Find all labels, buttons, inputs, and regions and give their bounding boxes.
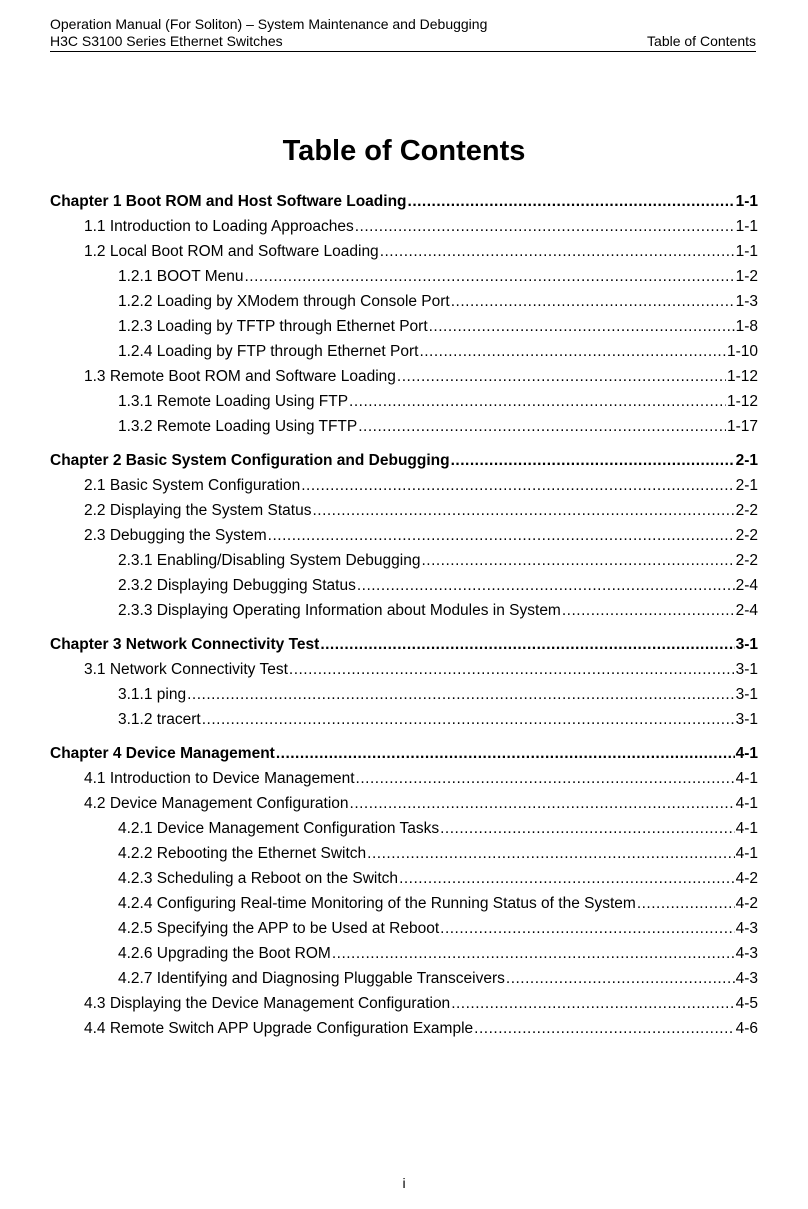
toc-entry-page: 1-17: [726, 418, 758, 435]
dot-leader: [451, 991, 734, 1016]
page-title: Table of Contents: [282, 135, 526, 168]
dot-leader: [440, 916, 734, 941]
toc-entry-label: 1.1 Introduction to Loading Approaches: [84, 218, 354, 235]
toc-entry-label: 1.2.1 BOOT Menu: [118, 268, 244, 285]
toc-entry-page: 3-1: [735, 636, 758, 653]
dot-leader: [202, 707, 735, 732]
toc-entry-page: 1-1: [735, 243, 758, 260]
toc-entry-label: 4.3 Displaying the Device Management Configuration: [84, 995, 451, 1012]
section-name: Table of Contents: [647, 33, 756, 49]
dot-leader: [637, 891, 735, 916]
toc-entry-page: 2-1: [735, 477, 758, 494]
dot-leader: [474, 1016, 734, 1041]
toc-chapter-entry[interactable]: [50, 741, 758, 766]
toc-entry-page: 1-1: [735, 218, 758, 235]
dot-leader: [397, 364, 726, 389]
toc-section-entry[interactable]: [50, 791, 758, 816]
toc-entry-label: 2.1 Basic System Configuration: [84, 477, 301, 494]
toc-subsection-entry[interactable]: [50, 598, 758, 623]
toc-entry-page: 2-2: [735, 552, 758, 569]
dot-leader: [357, 573, 735, 598]
chapter-block: [50, 632, 758, 732]
dot-leader: [419, 339, 726, 364]
dot-leader: [350, 791, 735, 816]
toc-entry-page: 4-2: [735, 895, 758, 912]
toc-entry-page: 1-1: [735, 193, 758, 210]
toc-entry-page: 4-6: [735, 1020, 758, 1037]
toc-subsection-entry[interactable]: [50, 573, 758, 598]
toc-section-entry[interactable]: [50, 1016, 758, 1041]
dot-leader: [355, 214, 735, 239]
toc-entry-page: 2-2: [735, 527, 758, 544]
dot-leader: [301, 473, 734, 498]
toc-entry-label: 1.3.2 Remote Loading Using TFTP: [118, 418, 358, 435]
toc-subsection-entry[interactable]: [50, 289, 758, 314]
toc-entry-label: 2.3.1 Enabling/Disabling System Debugging: [118, 552, 421, 569]
toc-entry-label: 4.2.2 Rebooting the Ethernet Switch: [118, 845, 367, 862]
dot-leader: [562, 598, 735, 623]
toc-subsection-entry[interactable]: [50, 548, 758, 573]
toc-subsection-entry[interactable]: [50, 816, 758, 841]
toc-section-entry[interactable]: [50, 523, 758, 548]
chapter-block: [50, 189, 758, 439]
toc-entry-label: 4.2.3 Scheduling a Reboot on the Switch: [118, 870, 399, 887]
manual-title: Operation Manual (For Soliton) – System Maintenance and Debugging: [50, 16, 488, 32]
toc-section-entry[interactable]: [50, 991, 758, 1016]
dot-leader: [451, 289, 735, 314]
dot-leader: [380, 239, 735, 264]
toc-chapter-entry[interactable]: [50, 448, 758, 473]
toc-entry-page: 1-12: [726, 368, 758, 385]
toc-entry-label: Chapter 4 Device Management: [50, 745, 275, 762]
toc-entry-label: 4.1 Introduction to Device Management: [84, 770, 355, 787]
toc-entry-page: 1-12: [726, 393, 758, 410]
toc-entry-page: 4-3: [735, 920, 758, 937]
toc-entry-page: 1-3: [735, 293, 758, 310]
toc-entry-page: 3-1: [735, 686, 758, 703]
toc-entry-label: 4.2 Device Management Configuration: [84, 795, 349, 812]
header-rule: [50, 51, 756, 52]
dot-leader: [187, 682, 735, 707]
toc-entry-label: 3.1 Network Connectivity Test: [84, 661, 288, 678]
dot-leader: [408, 189, 735, 214]
toc-entry-label: 1.3 Remote Boot ROM and Software Loading: [84, 368, 396, 385]
toc-entry-label: 2.2 Displaying the System Status: [84, 502, 312, 519]
toc-entry-page: 4-1: [735, 820, 758, 837]
dot-leader: [289, 657, 735, 682]
toc-chapter-entry[interactable]: [50, 189, 758, 214]
toc-entry-label: 1.2.4 Loading by FTP through Ethernet Port: [118, 343, 419, 360]
running-header: [50, 16, 756, 50]
dot-leader: [367, 841, 734, 866]
toc-subsection-entry[interactable]: [50, 891, 758, 916]
table-of-contents: [50, 189, 758, 1050]
chapter-block: [50, 448, 758, 623]
toc-subsection-entry[interactable]: [50, 682, 758, 707]
toc-entry-label: 4.4 Remote Switch APP Upgrade Configuration Example: [84, 1020, 474, 1037]
dot-leader: [349, 389, 726, 414]
dot-leader: [276, 741, 735, 766]
toc-entry-page: 4-1: [735, 770, 758, 787]
toc-entry-label: 4.2.4 Configuring Real-time Monitoring of the Running Status of the System: [118, 895, 636, 912]
toc-section-entry[interactable]: [50, 239, 758, 264]
toc-subsection-entry[interactable]: [50, 966, 758, 991]
toc-subsection-entry[interactable]: [50, 841, 758, 866]
toc-entry-label: 1.2 Local Boot ROM and Software Loading: [84, 243, 379, 260]
toc-subsection-entry[interactable]: [50, 314, 758, 339]
toc-subsection-entry[interactable]: [50, 707, 758, 732]
toc-subsection-entry[interactable]: [50, 339, 758, 364]
toc-section-entry[interactable]: [50, 214, 758, 239]
toc-entry-label: 1.2.2 Loading by XModem through Console Port: [118, 293, 450, 310]
dot-leader: [356, 766, 735, 791]
toc-entry-label: Chapter 1 Boot ROM and Host Software Loading: [50, 193, 407, 210]
dot-leader: [245, 264, 735, 289]
dot-leader: [312, 498, 734, 523]
toc-entry-label: 4.2.1 Device Management Configuration Tasks: [118, 820, 440, 837]
toc-entry-page: 4-2: [735, 870, 758, 887]
dot-leader: [358, 414, 726, 439]
dot-leader: [320, 632, 734, 657]
toc-entry-page: 4-3: [735, 945, 758, 962]
dot-leader: [268, 523, 735, 548]
toc-entry-page: 1-2: [735, 268, 758, 285]
toc-entry-label: Chapter 3 Network Connectivity Test: [50, 636, 320, 653]
toc-entry-page: 2-4: [735, 602, 758, 619]
dot-leader: [429, 314, 735, 339]
toc-entry-page: 3-1: [735, 661, 758, 678]
toc-entry-page: 2-1: [735, 452, 758, 469]
dot-leader: [399, 866, 735, 891]
toc-section-entry[interactable]: [50, 364, 758, 389]
toc-section-entry[interactable]: [50, 766, 758, 791]
toc-entry-page: 4-3: [735, 970, 758, 987]
toc-entry-label: Chapter 2 Basic System Configuration and Debugging: [50, 452, 450, 469]
toc-entry-page: 4-1: [735, 795, 758, 812]
toc-entry-page: 3-1: [735, 711, 758, 728]
product-name: H3C S3100 Series Ethernet Switches: [50, 33, 283, 49]
dot-leader: [506, 966, 735, 991]
toc-section-entry[interactable]: [50, 473, 758, 498]
toc-entry-label: 1.2.3 Loading by TFTP through Ethernet Port: [118, 318, 428, 335]
toc-subsection-entry[interactable]: [50, 866, 758, 891]
dot-leader: [332, 941, 735, 966]
toc-entry-page: 1-10: [726, 343, 758, 360]
toc-entry-label: 2.3.2 Displaying Debugging Status: [118, 577, 356, 594]
toc-subsection-entry[interactable]: [50, 414, 758, 439]
toc-subsection-entry[interactable]: [50, 264, 758, 289]
toc-entry-label: 4.2.5 Specifying the APP to be Used at Reboot: [118, 920, 440, 937]
toc-entry-label: 4.2.6 Upgrading the Boot ROM: [118, 945, 331, 962]
toc-entry-label: 3.1.1 ping: [118, 686, 187, 703]
toc-entry-page: 2-4: [735, 577, 758, 594]
dot-leader: [451, 448, 735, 473]
toc-subsection-entry[interactable]: [50, 916, 758, 941]
toc-entry-page: 2-2: [735, 502, 758, 519]
toc-entry-page: 4-1: [735, 845, 758, 862]
toc-subsection-entry[interactable]: [50, 389, 758, 414]
toc-entry-page: 1-8: [735, 318, 758, 335]
page-number: i: [402, 1175, 406, 1191]
toc-entry-label: 4.2.7 Identifying and Diagnosing Pluggable Transceivers: [118, 970, 505, 987]
toc-entry-label: 3.1.2 tracert: [118, 711, 201, 728]
dot-leader: [421, 548, 734, 573]
toc-entry-page: 4-1: [735, 745, 758, 762]
toc-section-entry[interactable]: [50, 657, 758, 682]
toc-entry-label: 2.3.3 Displaying Operating Information about Modules in System: [118, 602, 561, 619]
toc-section-entry[interactable]: [50, 498, 758, 523]
toc-subsection-entry[interactable]: [50, 941, 758, 966]
toc-entry-page: 4-5: [735, 995, 758, 1012]
toc-chapter-entry[interactable]: [50, 632, 758, 657]
toc-entry-label: 2.3 Debugging the System: [84, 527, 267, 544]
chapter-block: [50, 741, 758, 1041]
toc-entry-label: 1.3.1 Remote Loading Using FTP: [118, 393, 349, 410]
dot-leader: [440, 816, 735, 841]
